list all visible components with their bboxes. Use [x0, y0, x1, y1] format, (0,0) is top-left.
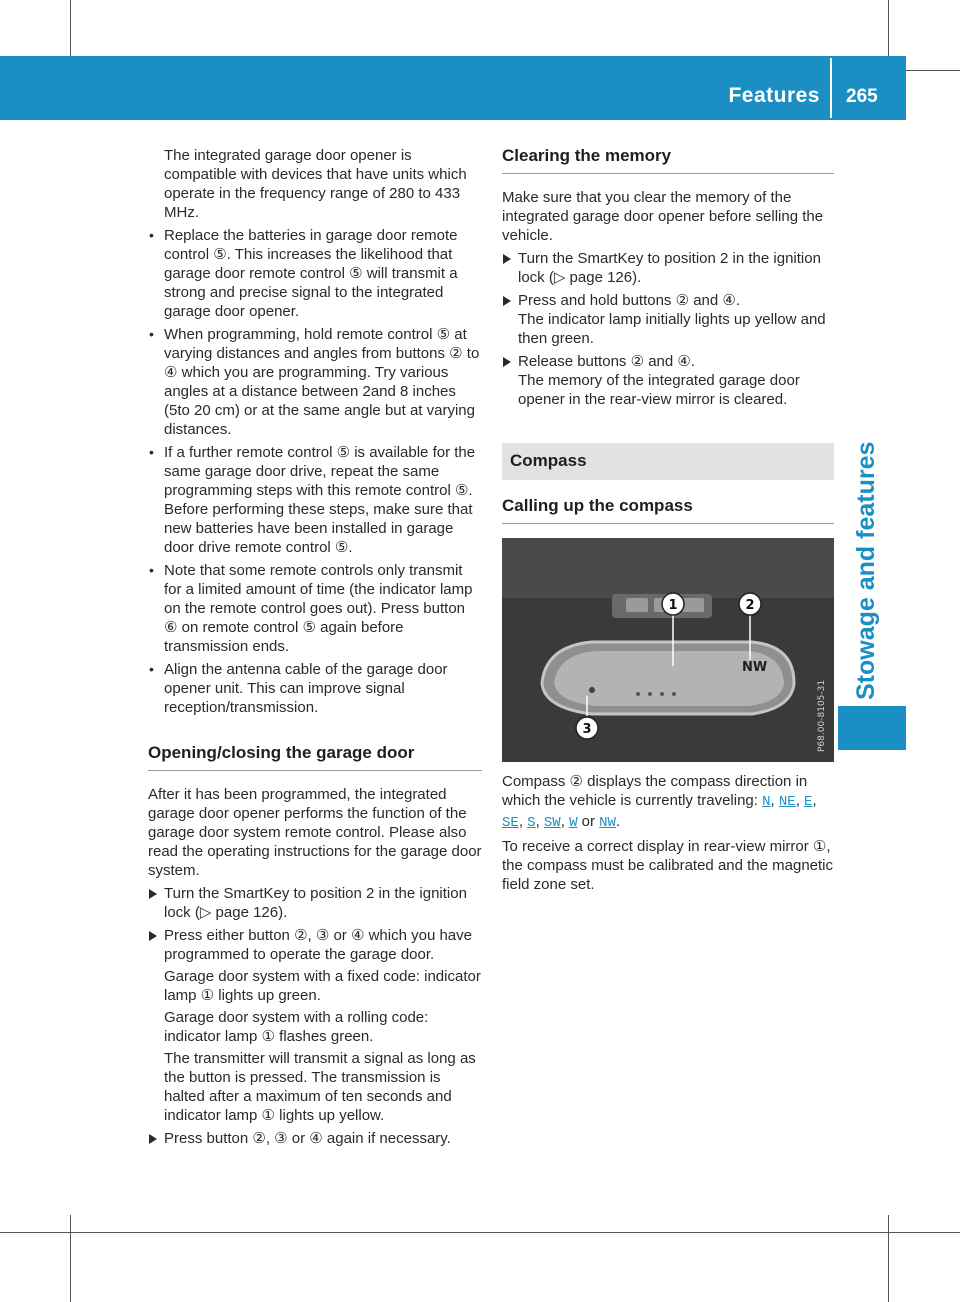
direction-n: N — [762, 794, 771, 810]
step-item: Turn the SmartKey to position 2 in the ignition lock (▷ page 126). — [502, 249, 834, 287]
step-result: Garage door system with a fixed code: indicator lamp ① lights up green. — [164, 968, 481, 1004]
callout-2: 2 — [745, 598, 755, 613]
step-result: The transmitter will transmit a signal as long as the button is pressed. The transmission is halted after a maximum of ten seconds and indicator lamp ① lights up yellow. — [164, 1050, 476, 1124]
opening-intro: After it has been programmed, the integrated garage door opener performs the function of the garage door system remote control. Please also read the operating instructions for the garage door system. — [148, 786, 482, 879]
direction-s: S — [527, 815, 536, 831]
mirror-compass-display: NW — [742, 660, 768, 675]
compass-text: Compass ② displays the compass direction in which the vehicle is currently traveling: — [502, 773, 808, 809]
left-column — [148, 146, 482, 1152]
clearing-intro: Make sure that you clear the memory of the integrated garage door opener before selling the vehicle. — [502, 189, 824, 244]
step-item — [148, 926, 482, 1125]
step-result: The memory of the integrated garage door opener in the rear-view mirror is cleared. — [518, 372, 800, 408]
step-result: The indicator lamp initially lights up yellow and then green. — [518, 311, 826, 347]
bullet-item: • Replace the batteries in garage door remote control ⑤. This increases the likelihood that garage door remote control ⑤ will transmit a strong and precise signal to the integrated garage door opener. — [148, 226, 482, 321]
callout-1: 1 — [668, 598, 678, 613]
step-item — [502, 291, 834, 348]
step-item: Turn the SmartKey to position 2 in the ignition lock (▷ page 126). — [148, 884, 482, 922]
direction-sw: SW — [543, 815, 561, 831]
step-text: Press and hold buttons ② and ④. — [518, 292, 741, 309]
direction-w: W — [569, 815, 578, 831]
compass-description: Compass ② displays the compass direction in which the vehicle is currently traveling: N, NE, E, SE, S, SW, W or NW. — [502, 773, 817, 831]
bullet-item: • Note that some remote controls only transmit for a limited amount of time (the indicator lamp on the remote control goes out). Press button ⑥ on remote control ⑤ again before transmission ends. — [148, 561, 482, 656]
page-number: 265 — [846, 86, 878, 107]
bullet-item: • When programming, hold remote control ⑤ at varying distances and angles from buttons ② to ④ which you are programming. Try various angles at a distance between 2and 8 inches (5to 20 cm) or at the same angle but at varying distances. — [148, 325, 482, 439]
section-heading-clearing: Clearing the memory — [502, 146, 834, 174]
or-word: or — [581, 813, 595, 830]
bullet-item: • Align the antenna cable of the garage door opener unit. This can improve signal reception/transmission. — [148, 660, 482, 717]
crop-mark — [888, 1215, 889, 1302]
direction-nw: NW — [599, 815, 616, 831]
step-item — [502, 352, 834, 409]
callout-3: 3 — [582, 722, 592, 737]
section-banner-compass: Compass — [502, 443, 834, 480]
rear-view-mirror-figure — [502, 538, 834, 762]
direction-se: SE — [502, 815, 519, 831]
step-result: Garage door system with a rolling code: indicator lamp ① flashes green. — [164, 1009, 429, 1045]
figure-code: P68.00-8105-31 — [817, 679, 827, 752]
header-divider — [830, 58, 832, 118]
step-text: Release buttons ② and ④. — [518, 353, 695, 370]
mirror-illustration — [502, 538, 834, 762]
crop-mark — [0, 1232, 960, 1233]
right-column — [502, 146, 834, 898]
bullet-item: • If a further remote control ⑤ is available for the same garage door drive, repeat the same programming steps with this remote control ⑤. Before performing these steps, make sure that new batteries have been installed in garage door drive remote control ⑤. — [148, 443, 482, 557]
step-item: Press button ②, ③ or ④ again if necessary. — [148, 1129, 482, 1148]
crop-mark — [70, 1215, 71, 1302]
sidebar-chapter-label: Stowage and features — [852, 441, 880, 700]
chapter-title: Features — [728, 84, 820, 107]
section-heading-compass: Calling up the compass — [502, 496, 834, 524]
compass-calibration-note: To receive a correct display in rear-view mirror ①, the compass must be calibrated and the magnetic field zone set. — [502, 838, 834, 893]
section-heading-opening: Opening/closing the garage door — [148, 743, 482, 771]
direction-e: E — [804, 794, 813, 810]
sidebar-tab-marker — [838, 706, 906, 750]
intro-paragraph: The integrated garage door opener is compatible with devices that have units which operate in the frequency range of 280 to 433 MHz. — [164, 147, 467, 221]
step-text: Press either button ②, ③ or ④ which you have programmed to operate the garage door. — [164, 927, 472, 963]
direction-ne: NE — [778, 794, 796, 810]
